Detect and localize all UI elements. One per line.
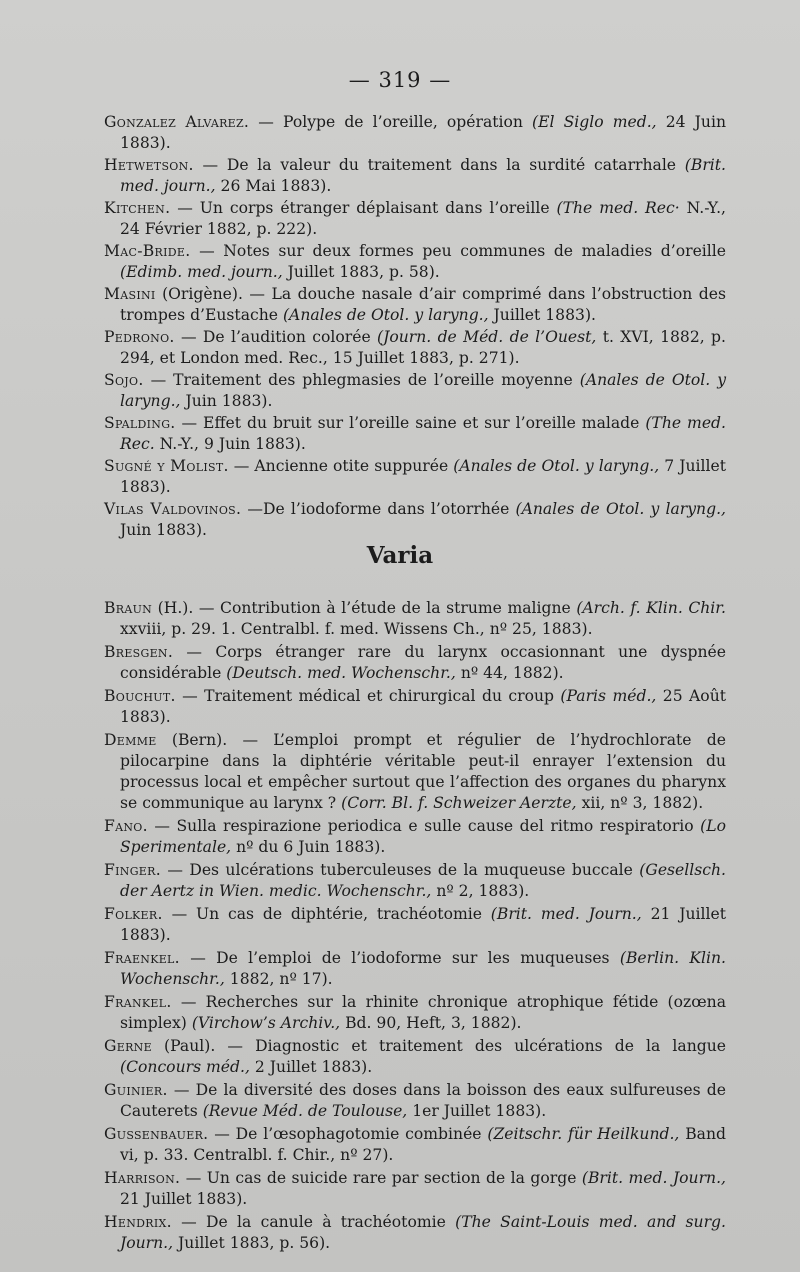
bibliography-entry [104, 413, 726, 455]
entry-title: — Effet du bruit sur l’oreille saine et sur l’oreille malade [175, 414, 646, 432]
entry-citation: xii, nº 3, 1882). [576, 794, 704, 812]
bibliography-entry [104, 1124, 726, 1166]
entry-journal: (Zeitschr. für Heilkund., [487, 1125, 680, 1143]
entry-title: — Des ulcérations tuberculeuses de la muqueuse buccale [160, 861, 640, 879]
bibliography-entry [104, 904, 726, 946]
entry-title: — Un cas de suicide rare par section de la gorge [180, 1169, 582, 1187]
entry-author: Mac-Bride. [104, 242, 191, 260]
entry-author: Bresgen. [104, 643, 174, 661]
entry-journal: (The med. Rec· [556, 199, 680, 217]
bibliography-entry [104, 992, 726, 1034]
entry-journal: (Brit. med. journ., [120, 156, 726, 195]
entry-author: Masini [104, 285, 156, 303]
entry-citation: 1882, nº 17). [224, 970, 333, 988]
entry-citation: nº du 6 Juin 1883). [231, 838, 386, 856]
entry-title: — Corps étranger rare du larynx occasionnant une dyspnée considérable [120, 643, 726, 682]
entry-author: Gerne [104, 1037, 152, 1055]
entry-title: — De l’œsophagotomie combinée [208, 1125, 488, 1143]
bibliography-entry [104, 327, 726, 369]
entry-journal: (Gesellsch. der Aertz in Wien. medic. Wochenschr., [120, 861, 726, 900]
entry-title: — De la valeur du traitement dans la surdité catarrhale [193, 156, 685, 174]
entry-citation: N.-Y., 9 Juin 1883). [154, 435, 306, 453]
section-heading-varia: Varia [366, 542, 434, 569]
entry-title: — Traitement médical et chirurgical du croup [175, 687, 561, 705]
entry-journal: (Virchow’s Archiv., [191, 1014, 341, 1032]
entry-author: Demme [104, 731, 157, 749]
bibliography-entry [104, 370, 726, 412]
entry-journal: (Anales de Otol. y laryng., [515, 500, 726, 518]
entry-title: — Recherches sur la rhinite chronique atrophique fétide (ozœna simplex) [120, 993, 726, 1032]
entry-citation: Bd. 90, Heft, 3, 1882). [340, 1014, 522, 1032]
entry-author: Guinier. [104, 1081, 168, 1099]
entry-author: Gonzalez Alvarez. [104, 113, 250, 131]
entry-title: — De l’audition colorée [174, 328, 378, 346]
entry-journal: (Berlin. Klin. Wochenschr., [120, 949, 726, 988]
bibliography-entry [104, 598, 726, 640]
entry-journal: (Concours méd., [120, 1058, 250, 1076]
entry-citation: Juin 1883). [180, 392, 273, 410]
entry-citation: Juin 1883). [120, 521, 208, 539]
entry-citation: Juillet 1883, p. 58). [282, 263, 440, 281]
entry-citation: 21 Juillet 1883). [120, 1190, 248, 1208]
bibliography-entry [104, 112, 726, 154]
entry-author: Pedrono. [104, 328, 175, 346]
bibliography-list-otology [104, 112, 726, 542]
entry-citation: xxviii, p. 29. 1. Centralbl. f. med. Wissens Ch., nº 25, 1883). [120, 620, 593, 638]
bibliography-entry [104, 686, 726, 728]
entry-citation: 2 Juillet 1883). [249, 1058, 373, 1076]
bibliography-entry [104, 948, 726, 990]
entry-citation: 7 Juillet 1883). [120, 457, 727, 496]
entry-author: Hetwetson. [104, 156, 194, 174]
entry-citation: N.-Y., 24 Février 1882, p. 222). [120, 199, 726, 238]
entry-title: (H.). — Contribution à l’étude de la strume maligne [152, 599, 577, 617]
entry-author: Bouchut. [104, 687, 176, 705]
bibliography-entry [104, 198, 726, 240]
entry-author: Folker. [104, 905, 163, 923]
bibliography-entry [104, 1168, 726, 1210]
bibliography-entry [104, 1212, 726, 1254]
bibliography-entry [104, 860, 726, 902]
bibliography-entry [104, 642, 726, 684]
entry-journal: (Deutsch. med. Wochenschr., [226, 664, 456, 682]
entry-journal: (The Saint-Louis med. and surg. Journ., [120, 1213, 726, 1252]
bibliography-entry [104, 155, 726, 197]
bibliography-entry [104, 241, 726, 283]
entry-citation: 24 Juin 1883). [120, 113, 726, 152]
entry-title: — Un cas de diphtérie, trachéotomie [162, 905, 491, 923]
entry-title: — De l’emploi de l’iodoforme sur les muqueuses [179, 949, 620, 967]
entry-citation: nº 44, 1882). [455, 664, 564, 682]
entry-journal: (Anales de Otol. y laryng., [453, 457, 660, 475]
bibliography-entry [104, 456, 726, 498]
entry-author: Braun [104, 599, 153, 617]
bibliography-entry [104, 1080, 726, 1122]
entry-citation: t. XVI, 1882, p. 294, et London med. Rec., 15 Juillet 1883, p. 271). [120, 328, 726, 367]
entry-citation: 26 Mai 1883). [215, 177, 332, 195]
entry-author: Frankel. [104, 993, 172, 1011]
entry-citation: 1er Juillet 1883). [407, 1102, 547, 1120]
entry-journal: (El Siglo med., [532, 113, 657, 131]
entry-title: (Bern). — L’emploi prompt et régulier de l’hydrochlorate de pilocarpine dans la diphtérie véritable peut-il enrayer l’extension du processus local et empêcher surtout que l’affection des organes du pharynx se communique au larynx ? [120, 731, 726, 812]
entry-title: — Traitement des phlegmasies de l’oreille moyenne [143, 371, 580, 389]
entry-title: — Ancienne otite suppurée [228, 457, 454, 475]
entry-journal: (Brit. med. Journ., [490, 905, 642, 923]
bibliography-entry [104, 816, 726, 858]
entry-author: Kitchen. [104, 199, 171, 217]
entry-author: Hendrix. [104, 1213, 172, 1231]
bibliography-entry [104, 284, 726, 326]
entry-author: Fraenkel. [104, 949, 180, 967]
page-number: — 319 — [348, 68, 452, 92]
entry-author: Gussenbauer. [104, 1125, 209, 1143]
entry-author: Sojo. [104, 371, 144, 389]
bibliography-entry [104, 499, 726, 541]
entry-citation: 25 Août 1883). [120, 687, 727, 726]
entry-title: — De la diversité des doses dans la boisson des eaux sulfureuses de Cauterets [120, 1081, 726, 1120]
entry-title: — Sulla respirazione periodica e sulle cause del ritmo respiratorio [147, 817, 701, 835]
entry-title: (Paul). — Diagnostic et traitement des ulcérations de la langue [151, 1037, 726, 1055]
entry-title: — Polype de l’oreille, opération [249, 113, 533, 131]
entry-journal: (Corr. Bl. f. Schweizer Aerzte, [341, 794, 577, 812]
entry-citation: 21 Juillet 1883). [120, 905, 726, 944]
entry-journal: (Lo Sperimentale, [120, 817, 726, 856]
entry-citation: Band vi, p. 33. Centralbl. f. Chir., nº 27). [120, 1125, 726, 1164]
entry-journal: (Journ. de Méd. de l’Ouest, [377, 328, 597, 346]
entry-author: Vilas Valdovinos. [104, 500, 242, 518]
entry-title: —De l’iodoforme dans l’otorrhée [241, 500, 516, 518]
entry-journal: (Edimb. med. journ., [120, 263, 283, 281]
entry-title: — De la canule à trachéotomie [171, 1213, 456, 1231]
entry-title: — Un corps étranger déplaisant dans l’oreille [170, 199, 557, 217]
entry-author: Spalding. [104, 414, 176, 432]
entry-journal: (Brit. med. Journ., [581, 1169, 726, 1187]
entry-citation: nº 2, 1883). [431, 882, 530, 900]
bibliography-entry [104, 730, 726, 814]
entry-journal: (Anales de Otol. y laryng., [120, 371, 727, 410]
bibliography-list-varia [104, 598, 726, 1256]
entry-author: Finger. [104, 861, 161, 879]
entry-citation: Juillet 1883). [488, 306, 596, 324]
entry-journal: (Anales de Otol. y laryng., [282, 306, 489, 324]
entry-journal: (Paris méd., [560, 687, 657, 705]
entry-journal: (Revue Méd. de Toulouse, [202, 1102, 408, 1120]
entry-author: Fano. [104, 817, 148, 835]
entry-author: Sugné y Molist. [104, 457, 229, 475]
entry-author: Harrison. [104, 1169, 181, 1187]
entry-journal: (Arch. f. Klin. Chir. [576, 599, 726, 617]
entry-title: (Origène). — La douche nasale d’air comprimé dans l’obstruction des trompes d’Eustache [120, 285, 726, 324]
entry-citation: Juillet 1883, p. 56). [173, 1234, 331, 1252]
entry-journal: (The med. Rec. [120, 414, 726, 453]
entry-title: — Notes sur deux formes peu communes de maladies d’oreille [190, 242, 726, 260]
bibliography-entry [104, 1036, 726, 1078]
